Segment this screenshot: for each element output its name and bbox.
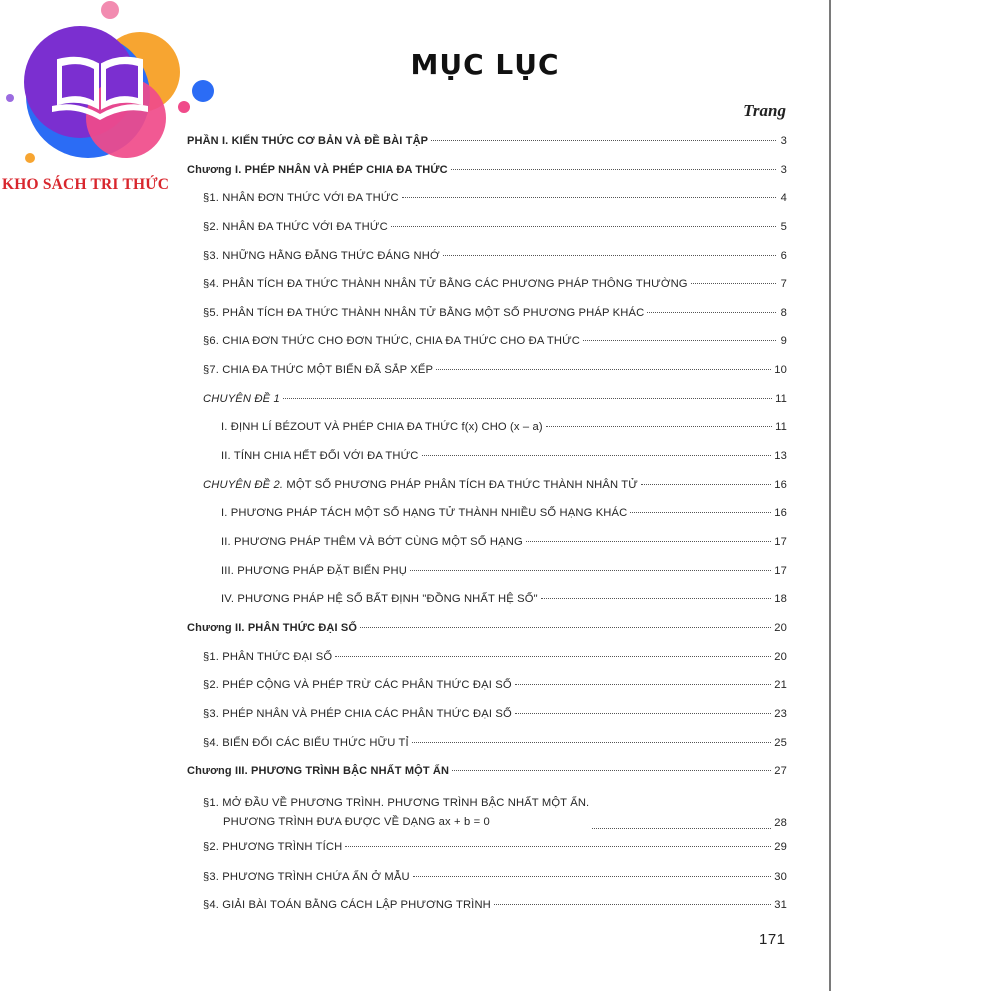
dot-leader [345,846,771,847]
toc-entry-page: 9 [780,335,787,347]
dot-leader [592,828,771,829]
toc-entry [221,450,787,462]
toc-entry-page: 23 [774,708,787,720]
dot-leader [412,742,771,743]
dot-leader [647,312,776,313]
toc-entry [187,135,787,147]
toc-entry [203,708,787,720]
toc-entry-label: II. TÍNH CHIA HẾT ĐỐI VỚI ĐA THỨC [221,450,419,462]
toc-entry-page: 17 [774,536,787,548]
toc-entry-label: §2. PHÉP CỘNG VÀ PHÉP TRỪ CÁC PHÂN THỨC ĐẠI SỐ [203,679,512,691]
toc-entry-page: 11 [775,393,787,405]
dot-leader [526,541,771,542]
toc-entry-page: 31 [774,899,787,911]
toc-entry-label: §4. PHÂN TÍCH ĐA THỨC THÀNH NHÂN TỬ BẰNG CÁC PHƯƠNG PHÁP THÔNG THƯỜNG [203,278,688,290]
page-number: 171 [759,931,786,948]
toc-entry-page: 21 [774,679,787,691]
dot-leader [541,598,772,599]
toc-entry-page: 3 [780,164,787,176]
toc-entry [221,536,787,548]
dot-leader [335,656,771,657]
toc-entry-label-rest: MỘT SỐ PHƯƠNG PHÁP PHÂN TÍCH ĐA THỨC THÀNH NHÂN TỬ [283,479,638,491]
toc-entry [203,192,787,204]
dot-leader [630,512,771,513]
toc-entry-label: PHẦN I. KIẾN THỨC CƠ BẢN VÀ ĐỀ BÀI TẬP [187,135,429,147]
toc-entry-label-line2: PHƯƠNG TRÌNH ĐƯA ĐƯỢC VỀ DẠNG ax + b = 0 [223,816,490,828]
toc-entry [203,307,787,319]
dot-leader [451,169,776,170]
toc-entry-label: II. PHƯƠNG PHÁP THÊM VÀ BỚT CÙNG MỘT SỐ HẠNG [221,536,523,548]
dot-leader [641,484,771,485]
toc-entry-label: Chương II. PHÂN THỨC ĐẠI SỐ [187,622,358,634]
dot-leader [391,226,776,227]
toc-entry-page: 18 [774,593,787,605]
toc-entry-page: 13 [774,450,787,462]
dot-leader [431,140,776,141]
toc-entry-label: §3. PHÉP NHÂN VÀ PHÉP CHIA CÁC PHÂN THỨC ĐẠI SỐ [203,708,512,720]
toc-entry [203,841,787,853]
toc-entry-page: 4 [780,192,787,204]
toc-entry [203,364,787,376]
toc-entry [203,794,787,832]
toc-entry-label: §3. NHỮNG HẰNG ĐẲNG THỨC ĐÁNG NHỚ [203,250,440,262]
toc-entry [203,871,787,883]
toc-entry-page: 11 [775,421,787,433]
toc-entry-page: 7 [780,278,787,290]
dot-leader [283,398,772,399]
toc-entry [203,278,787,290]
toc-entry-label-line1: §1. MỞ ĐẦU VỀ PHƯƠNG TRÌNH. PHƯƠNG TRÌNH BẬC NHẤT MỘT ẨN. [203,797,590,809]
page-column-label: Trang [743,101,786,120]
toc-entry-label: §7. CHIA ĐA THỨC MỘT BIẾN ĐÃ SẮP XẾP [203,364,434,376]
toc-entry-page: 20 [774,651,787,663]
toc-entry-page: 27 [774,765,787,777]
toc-entry-label [203,479,638,491]
dot-leader [452,770,771,771]
toc-entry-page: 28 [774,817,787,829]
toc-entry-label: I. ĐỊNH LÍ BÉZOUT VÀ PHÉP CHIA ĐA THỨC f(x) CHO (x – a) [221,421,543,433]
toc-entry-page: 6 [780,250,787,262]
toc-entry-page: 29 [774,841,787,853]
toc-entry [221,507,787,519]
toc-entry [203,479,787,491]
dot-leader [413,876,772,877]
toc-entry [187,622,787,634]
toc-entry-label: CHUYÊN ĐỀ 1 [203,393,280,405]
dot-leader [515,684,772,685]
toc-entry-page: 30 [774,871,787,883]
toc-entry-page: 16 [774,507,787,519]
toc-entry-label: I. PHƯƠNG PHÁP TÁCH MỘT SỐ HẠNG TỬ THÀNH NHIỀU SỐ HẠNG KHÁC [221,507,628,519]
toc-entry [203,393,787,405]
toc-entry-label: §2. NHÂN ĐA THỨC VỚI ĐA THỨC [203,221,388,233]
toc-entry [203,679,787,691]
dot-leader [436,369,771,370]
dot-leader [546,426,772,427]
toc-entry [221,565,787,577]
toc-entry [203,221,787,233]
page-title: MỤC LỤC [410,48,560,81]
toc-entry-page: 20 [774,622,787,634]
dot-leader [402,197,776,198]
toc-entry-label [203,794,589,832]
toc-entry-label: §6. CHIA ĐƠN THỨC CHO ĐƠN THỨC, CHIA ĐA THỨC CHO ĐA THỨC [203,335,581,347]
toc-entry-page: 8 [780,307,787,319]
toc-entry-label: Chương III. PHƯƠNG TRÌNH BẬC NHẤT MỘT ẨN [187,765,450,777]
toc-entry [203,899,787,911]
dot-leader [691,283,776,284]
toc-entry-label-italic: CHUYÊN ĐỀ 2. [203,479,284,491]
toc-entry-label: §1. PHÂN THỨC ĐẠI SỐ [203,651,333,663]
dot-leader [422,455,772,456]
toc-entry [203,335,787,347]
toc-entry [187,765,787,777]
page-edge-divider [829,0,831,991]
toc-entry-label: §4. BIẾN ĐỔI CÁC BIỂU THỨC HỮU TỈ [203,737,409,749]
toc-entry-page: 16 [774,479,787,491]
toc-entry-page: 17 [774,565,787,577]
dot-leader [443,255,776,256]
toc-entry-page: 25 [774,737,787,749]
toc-entry [203,250,787,262]
toc-entry [203,737,787,749]
toc-entry-page: 10 [774,364,787,376]
dot-leader [494,904,771,905]
toc-entry [187,164,787,176]
toc-entry-label: Chương I. PHÉP NHÂN VÀ PHÉP CHIA ĐA THỨC [187,164,448,176]
toc-entry [221,593,787,605]
toc-entry-page: 3 [780,135,787,147]
toc-entry-label: IV. PHƯƠNG PHÁP HỆ SỐ BẤT ĐỊNH "ĐỒNG NHẤT HỆ SỐ" [221,593,538,605]
brand-name: KHO SÁCH TRI THỨC [2,176,170,193]
dot-leader [410,570,771,571]
dot-leader [360,627,771,628]
toc-entry-page: 5 [780,221,787,233]
toc-entry-label: §4. GIẢI BÀI TOÁN BẰNG CÁCH LẬP PHƯƠNG TRÌNH [203,899,491,911]
toc-entry [203,651,787,663]
toc-entry-label: III. PHƯƠNG PHÁP ĐẶT BIẾN PHỤ [221,565,407,577]
toc-entry [221,421,787,433]
toc-entry-label: §2. PHƯƠNG TRÌNH TÍCH [203,841,343,853]
toc-entry-label: §1. NHÂN ĐƠN THỨC VỚI ĐA THỨC [203,192,399,204]
toc-entry-label: §3. PHƯƠNG TRÌNH CHỨA ẨN Ở MẪU [203,871,410,883]
dot-leader [583,340,776,341]
dot-leader [515,713,771,714]
toc-entry-label: §5. PHÂN TÍCH ĐA THỨC THÀNH NHÂN TỬ BẰNG MỘT SỐ PHƯƠNG PHÁP KHÁC [203,307,645,319]
